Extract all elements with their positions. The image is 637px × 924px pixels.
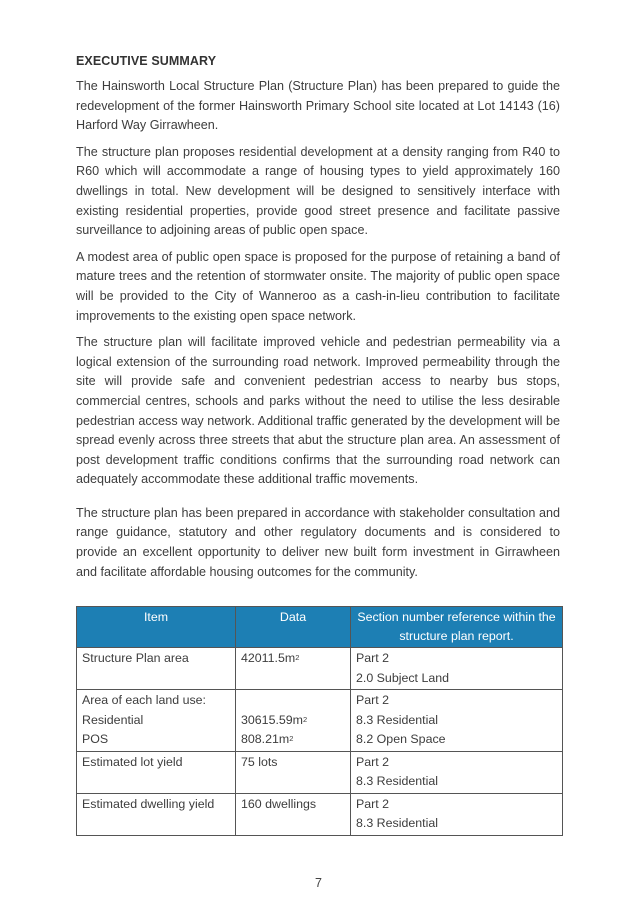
cell-reference: [351, 793, 563, 835]
cell-text: 2.0 Subject Land: [356, 670, 450, 685]
cell-value: 75 lots: [241, 754, 278, 769]
cell-text: 8.3 Residential: [356, 774, 438, 789]
table-row: [77, 793, 563, 835]
cell-data: [236, 751, 351, 793]
cell-text: Part 2: [356, 651, 390, 666]
cell-data: [236, 793, 351, 835]
cell-item: [77, 690, 236, 752]
paragraph-intro: The Hainsworth Local Structure Plan (Structure Plan) has been prepared to guide the redevelopment of the former Hainsworth Primary School site located at Lot 14143 (16) Harford Way Girrawheen.: [76, 79, 560, 133]
cell-text: POS: [82, 732, 109, 747]
cell-data: [236, 648, 351, 690]
table-row: [77, 648, 563, 690]
cell-text: Structure Plan area: [82, 651, 189, 666]
cell-text: Residential: [82, 712, 144, 727]
cell-item: [77, 751, 236, 793]
cell-text: Estimated dwelling yield: [82, 796, 215, 811]
cell-text: 8.3 Residential: [356, 712, 438, 727]
cell-item: [77, 793, 236, 835]
cell-data: [236, 690, 351, 752]
section-heading: EXECUTIVE SUMMARY: [76, 54, 217, 68]
cell-text: Estimated lot yield: [82, 754, 183, 769]
table-header-row: [77, 607, 563, 648]
cell-text: 8.2 Open Space: [356, 732, 446, 747]
paragraph-open-space: A modest area of public open space is proposed for the purpose of retaining a band of mature trees and the retention of stormwater onsite. The majority of public open space will be provided to the City of Wanneroo as a cash-in-lieu contribution to facilitate improvements to the existing open space network.: [76, 249, 560, 323]
page-number: 7: [315, 876, 322, 890]
paragraph-density: The structure plan proposes residential development at a density ranging from R40 to R60 which will accommodate a range of housing types to yield approximately 160 dwellings in total. New development will be designed to sensitively interface with existing residential properties, provide good street presence and facilitate passive surveillance to adjoining areas of public open space.: [76, 144, 560, 238]
summary-table: [76, 606, 563, 836]
document-page: [76, 54, 560, 836]
paragraph-permeability: The structure plan will facilitate improved vehicle and pedestrian permeability via a logical extension of the surrounding road network. Improved permeability through the site will provide safe and convenient pedestrian access to nearby bus stops, commercial centres, schools and parks without the need to utilise the less desirable pedestrian access way network. Additional traffic generated by the development will be spread evenly across three streets that abut the structure plan area. An assessment of post development traffic conditions confirms that the surrounding road network can adequately accommodate these additional traffic movements.: [76, 335, 560, 487]
cell-text: 8.3 Residential: [356, 816, 438, 831]
cell-value: 160 dwellings: [241, 796, 317, 811]
cell-text: Area of each land use:: [82, 693, 206, 708]
header-reference: Section number reference within the structure plan report.: [351, 607, 563, 648]
cell-reference: [351, 648, 563, 690]
cell-item: [77, 648, 236, 690]
header-data: Data: [236, 607, 351, 648]
cell-reference: [351, 690, 563, 752]
cell-value: $808.21m^2$: [241, 732, 294, 747]
cell-text: Part 2: [356, 754, 390, 769]
cell-reference: [351, 751, 563, 793]
header-item: Item: [77, 607, 236, 648]
cell-text: Part 2: [356, 796, 390, 811]
table-row: [77, 690, 563, 752]
table-row: [77, 751, 563, 793]
cell-value: $42011.5m^2$: [241, 651, 300, 666]
cell-value: $30615.59m^2$: [241, 712, 308, 727]
paragraph-conclusion: The structure plan has been prepared in accordance with stakeholder consultation and range guidance, statutory and other regulatory documents and is considered to provide an excellent opportunity to deliver new built form investment in Girrawheen and facilitate affordable housing outcomes for the community.: [76, 505, 560, 579]
cell-text: Part 2: [356, 693, 390, 708]
